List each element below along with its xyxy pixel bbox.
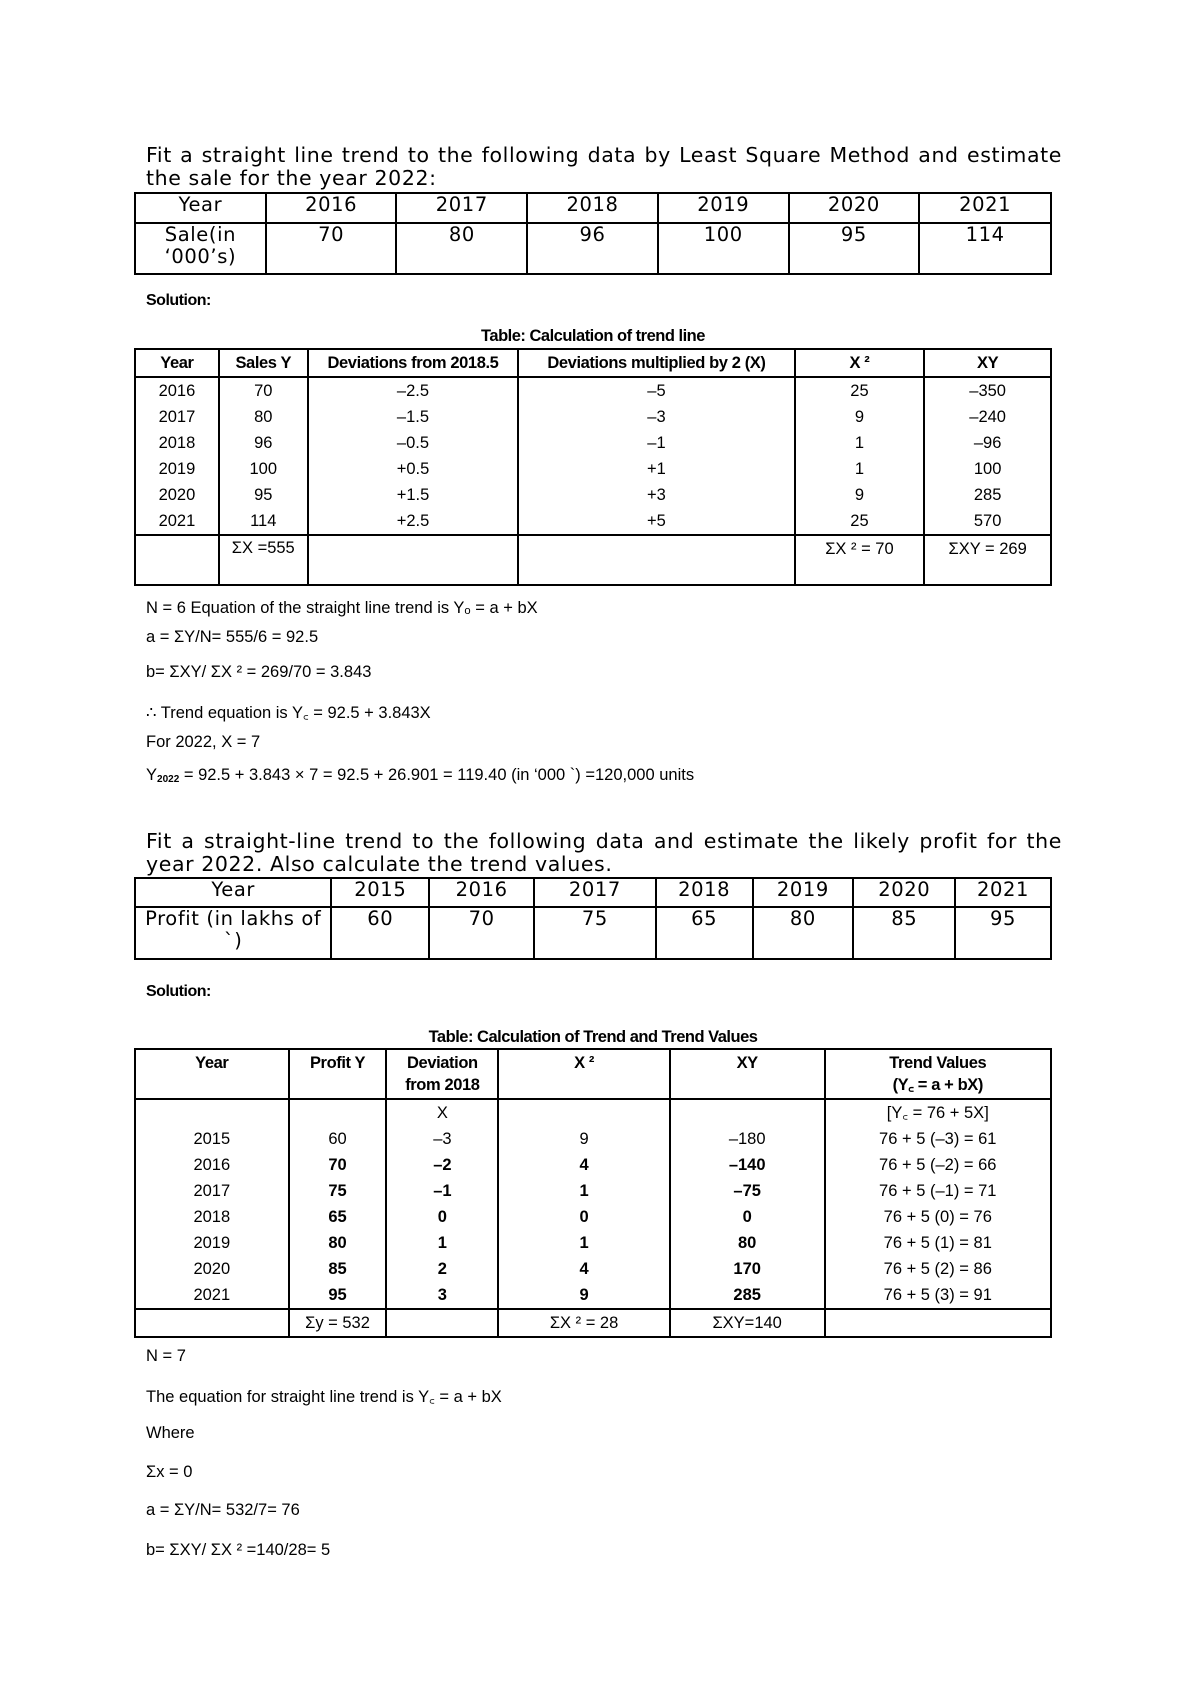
problem2-calc-table bbox=[134, 1048, 1052, 1338]
table-cell: 60 bbox=[289, 1126, 387, 1152]
table-cell: 75 bbox=[289, 1178, 387, 1204]
table-cell: 96 bbox=[219, 430, 308, 456]
given-sale-cell: 100 bbox=[658, 223, 789, 274]
table-cell: 76 + 5 (3) = 91 bbox=[883, 1286, 992, 1304]
table-cell: 285 bbox=[973, 486, 1002, 504]
table-cell: +1 bbox=[518, 456, 794, 482]
problem2-question: Fit a straight-line trend to the following data and estimate the likely profit for the year 2022. Also calculate the trend values. bbox=[146, 829, 1062, 876]
table-row bbox=[135, 404, 1051, 430]
calc2-header: Profit Y bbox=[289, 1049, 387, 1099]
calc2-total-cell bbox=[386, 1309, 498, 1337]
calc1-total-cell bbox=[308, 535, 519, 585]
calc2-total-cell: ΣXY=140 bbox=[670, 1309, 825, 1337]
p2-work-line: Σx = 0 bbox=[146, 1463, 193, 1481]
table-row bbox=[135, 1178, 1051, 1204]
p2-work-line: Where bbox=[146, 1424, 195, 1442]
table-cell: 76 + 5 (–1) = 71 bbox=[879, 1182, 997, 1200]
table-cell: 2015 bbox=[135, 1126, 289, 1152]
table-cell: –240 bbox=[969, 408, 1006, 426]
calc2-subrow-cell: [Y꜀ = 76 + 5X] bbox=[886, 1104, 989, 1122]
calc2-total-cell: Σy = 532 bbox=[289, 1309, 387, 1337]
table-cell: 100 bbox=[219, 456, 308, 482]
given2-profit-cell: 65 bbox=[656, 907, 753, 959]
calc1-total-cell bbox=[135, 535, 219, 585]
table-cell: –1 bbox=[518, 430, 794, 456]
table-cell: 9 bbox=[795, 404, 925, 430]
table-row bbox=[135, 1230, 1051, 1256]
calc2-header: XY bbox=[670, 1049, 825, 1099]
table-row bbox=[135, 1282, 1051, 1309]
p1-final-y: Y bbox=[146, 766, 158, 784]
problem1-solution-label: Solution: bbox=[146, 292, 211, 309]
table-cell: 2021 bbox=[135, 508, 219, 535]
p1-work-line: a = ΣY/N= 555/6 = 92.5 bbox=[146, 628, 319, 646]
table-cell: 1 bbox=[498, 1178, 670, 1204]
problem1-question: Fit a straight line trend to the following data by Least Square Method and estimate the sale for the year 2022: bbox=[146, 143, 1062, 190]
given2-profit-cell: 60 bbox=[331, 907, 429, 959]
p1-work-line: ∴ Trend equation is Y꜀ = 92.5 + 3.843X bbox=[146, 704, 431, 722]
table-cell: 1 bbox=[795, 430, 925, 456]
given2-profit-cell: 75 bbox=[534, 907, 656, 959]
calc2-subrow-cell bbox=[498, 1099, 670, 1126]
table-row bbox=[135, 430, 1051, 456]
table-cell: 25 bbox=[795, 508, 925, 535]
problem2-table-caption: Table: Calculation of Trend and Trend Values bbox=[428, 1028, 758, 1046]
given2-profit-cell: 95 bbox=[955, 907, 1051, 959]
table-cell: 0 bbox=[670, 1204, 825, 1230]
table-cell: –96 bbox=[973, 434, 1002, 452]
table-cell: +5 bbox=[518, 508, 794, 535]
calc1-header: Year bbox=[135, 349, 219, 377]
calc2-subrow-cell bbox=[135, 1099, 289, 1126]
p1-work-line: N = 6 Equation of the straight line trend is Yₒ = a + bX bbox=[146, 599, 538, 617]
table-cell: 2020 bbox=[135, 482, 219, 508]
calc2-header-trend bbox=[825, 1049, 1051, 1099]
given-year-cell: 2020 bbox=[789, 193, 920, 223]
calc2-subrow-cell: X bbox=[386, 1099, 498, 1126]
given-year-cell: 2018 bbox=[527, 193, 658, 223]
table-row bbox=[135, 1256, 1051, 1282]
table-cell: 1 bbox=[498, 1230, 670, 1256]
calc2-header: X ² bbox=[498, 1049, 670, 1099]
table-cell: +1.5 bbox=[308, 482, 519, 508]
p2-work-line: b= ΣXY/ ΣX ² =140/28= 5 bbox=[146, 1541, 331, 1559]
table-cell: 9 bbox=[498, 1126, 670, 1152]
table-cell: –2 bbox=[386, 1152, 498, 1178]
table-cell: +2.5 bbox=[308, 508, 519, 535]
table-cell: –75 bbox=[670, 1178, 825, 1204]
table-cell: –3 bbox=[518, 404, 794, 430]
table-cell: 2019 bbox=[135, 1230, 289, 1256]
calc2-subrow-cell bbox=[670, 1099, 825, 1126]
table-cell: 80 bbox=[670, 1230, 825, 1256]
table-row bbox=[135, 508, 1051, 535]
problem2-given-table bbox=[134, 877, 1052, 960]
given-sale-cell: 70 bbox=[266, 223, 397, 274]
table-cell: 1 bbox=[386, 1230, 498, 1256]
given-year-cell: 2021 bbox=[919, 193, 1051, 223]
table-cell: –1.5 bbox=[308, 404, 519, 430]
table-cell: 2017 bbox=[135, 404, 219, 430]
table-cell: 1 bbox=[795, 456, 925, 482]
calc2-header: Deviation from 2018 bbox=[386, 1049, 498, 1099]
table-cell: 76 + 5 (0) = 76 bbox=[883, 1208, 992, 1226]
given2-year-cell: 2017 bbox=[534, 878, 656, 907]
table-cell: 95 bbox=[289, 1282, 387, 1309]
table-cell: –1 bbox=[386, 1178, 498, 1204]
table-cell: 2016 bbox=[135, 1152, 289, 1178]
p2-work-line: a = ΣY/N= 532/7= 76 bbox=[146, 1501, 300, 1519]
table-cell: 76 + 5 (1) = 81 bbox=[883, 1234, 992, 1252]
given2-header-year: Year bbox=[135, 878, 331, 907]
given2-year-cell: 2019 bbox=[753, 878, 854, 907]
table-row bbox=[135, 377, 1051, 404]
given2-profit-cell: 80 bbox=[753, 907, 854, 959]
table-cell: 0 bbox=[498, 1204, 670, 1230]
p1-final-sub: 2022 bbox=[157, 774, 180, 785]
given2-year-cell: 2015 bbox=[331, 878, 429, 907]
calc1-header: X ² bbox=[795, 349, 925, 377]
table-cell: 0 bbox=[386, 1204, 498, 1230]
p1-work-line: For 2022, X = 7 bbox=[146, 733, 261, 751]
table-cell: 65 bbox=[289, 1204, 387, 1230]
p1-final-rest: = 92.5 + 3.843 × 7 = 92.5 + 26.901 = 119.40 (in ‘000 `) =120,000 units bbox=[179, 766, 695, 784]
table-row bbox=[135, 1126, 1051, 1152]
table-cell: 4 bbox=[498, 1152, 670, 1178]
p1-final-line bbox=[146, 766, 694, 785]
table-cell: 76 + 5 (–2) = 66 bbox=[879, 1156, 997, 1174]
problem1-calc-table bbox=[134, 348, 1052, 586]
calc1-header: XY bbox=[924, 349, 1051, 377]
table-cell: 100 bbox=[973, 460, 1002, 478]
calc1-total-cell: ΣXY = 269 bbox=[924, 535, 1051, 585]
table-row bbox=[135, 456, 1051, 482]
calc2-total-cell bbox=[825, 1309, 1051, 1337]
table-cell: 3 bbox=[386, 1282, 498, 1309]
table-row bbox=[135, 1204, 1051, 1230]
given-sale-cell: 80 bbox=[396, 223, 527, 274]
calc1-total-cell: ΣX ² = 70 bbox=[795, 535, 925, 585]
problem2-solution-label: Solution: bbox=[146, 983, 211, 1000]
given-sale-cell: 114 bbox=[919, 223, 1051, 274]
table-cell: 80 bbox=[289, 1230, 387, 1256]
table-cell: 70 bbox=[289, 1152, 387, 1178]
calc1-total-cell: ΣX =555 bbox=[219, 535, 308, 585]
table-cell: 2016 bbox=[135, 377, 219, 404]
given-year-cell: 2017 bbox=[396, 193, 527, 223]
table-cell: 85 bbox=[289, 1256, 387, 1282]
calc2-header-trend-l2: (Y꜀ = a + bX) bbox=[892, 1076, 983, 1094]
table-cell: –140 bbox=[670, 1152, 825, 1178]
table-cell: 25 bbox=[795, 377, 925, 404]
given2-year-cell: 2018 bbox=[656, 878, 753, 907]
table-cell: 570 bbox=[973, 512, 1002, 530]
table-cell: 2017 bbox=[135, 1178, 289, 1204]
table-cell: 9 bbox=[795, 482, 925, 508]
table-cell: +0.5 bbox=[308, 456, 519, 482]
table-cell: 114 bbox=[219, 508, 308, 535]
calc2-total-cell bbox=[135, 1309, 289, 1337]
table-cell: 80 bbox=[219, 404, 308, 430]
given-header-year: Year bbox=[135, 193, 266, 223]
calc2-header: Year bbox=[135, 1049, 289, 1099]
table-cell: –0.5 bbox=[308, 430, 519, 456]
calc2-header-trend-l1: Trend Values bbox=[889, 1054, 987, 1072]
table-cell: –350 bbox=[969, 382, 1006, 400]
table-cell: +3 bbox=[518, 482, 794, 508]
table-row bbox=[135, 1152, 1051, 1178]
table-cell: –3 bbox=[386, 1126, 498, 1152]
table-cell: –2.5 bbox=[308, 377, 519, 404]
calc1-header: Sales Y bbox=[219, 349, 308, 377]
given-sale-cell: 95 bbox=[789, 223, 920, 274]
table-cell: –180 bbox=[670, 1126, 825, 1152]
given-year-cell: 2016 bbox=[266, 193, 397, 223]
table-cell: –5 bbox=[518, 377, 794, 404]
given-header-sale: Sale(in ‘000’s) bbox=[135, 223, 266, 274]
table-cell: 70 bbox=[219, 377, 308, 404]
given2-profit-cell: 70 bbox=[429, 907, 534, 959]
calc2-subrow-cell bbox=[289, 1099, 387, 1126]
table-row bbox=[135, 482, 1051, 508]
given2-profit-cell: 85 bbox=[853, 907, 955, 959]
calc1-header: Deviations from 2018.5 bbox=[308, 349, 519, 377]
table-cell: 95 bbox=[219, 482, 308, 508]
given-sale-cell: 96 bbox=[527, 223, 658, 274]
given2-year-cell: 2021 bbox=[955, 878, 1051, 907]
p1-work-line: b= ΣXY/ ΣX ² = 269/70 = 3.843 bbox=[146, 663, 372, 681]
given2-header-profit: Profit (in lakhs of `) bbox=[135, 907, 331, 959]
table-cell: 9 bbox=[498, 1282, 670, 1309]
p2-work-line: The equation for straight line trend is Y꜀ = a + bX bbox=[146, 1388, 502, 1406]
table-cell: 76 + 5 (–3) = 61 bbox=[879, 1130, 997, 1148]
table-cell: 2021 bbox=[135, 1282, 289, 1309]
table-cell: 285 bbox=[670, 1282, 825, 1309]
given2-year-cell: 2020 bbox=[853, 878, 955, 907]
table-cell: 2018 bbox=[135, 430, 219, 456]
table-cell: 76 + 5 (2) = 86 bbox=[883, 1260, 992, 1278]
calc1-header: Deviations multiplied by 2 (X) bbox=[518, 349, 794, 377]
table-cell: 2 bbox=[386, 1256, 498, 1282]
table-cell: 2019 bbox=[135, 456, 219, 482]
table-cell: 2018 bbox=[135, 1204, 289, 1230]
given-year-cell: 2019 bbox=[658, 193, 789, 223]
table-cell: 4 bbox=[498, 1256, 670, 1282]
problem1-given-table bbox=[134, 192, 1052, 275]
calc2-total-cell: ΣX ² = 28 bbox=[498, 1309, 670, 1337]
given2-year-cell: 2016 bbox=[429, 878, 534, 907]
calc1-total-cell bbox=[518, 535, 794, 585]
p2-work-line: N = 7 bbox=[146, 1347, 186, 1365]
table-cell: 2020 bbox=[135, 1256, 289, 1282]
table-cell: 170 bbox=[670, 1256, 825, 1282]
problem1-table-caption: Table: Calculation of trend line bbox=[481, 327, 705, 345]
